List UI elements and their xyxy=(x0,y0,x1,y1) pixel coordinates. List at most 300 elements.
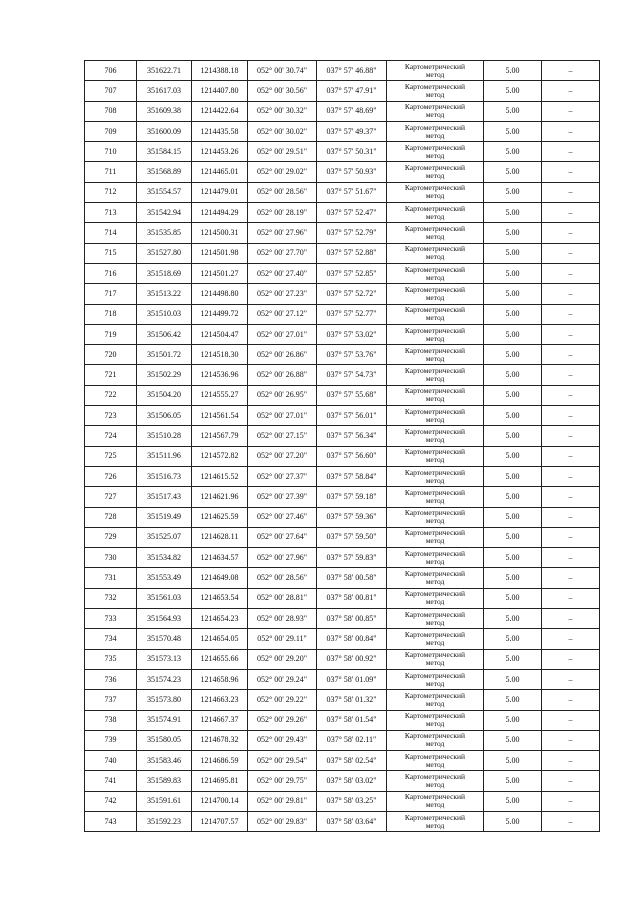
method-label-line2: метод xyxy=(425,333,445,343)
y-coordinate-cell: 1214654.23 xyxy=(192,609,248,629)
method-cell xyxy=(387,487,484,507)
x-coordinate-cell: 351580.05 xyxy=(137,730,192,750)
method-label-line1: Картометрический xyxy=(404,305,466,315)
y-coordinate-cell: 1214621.96 xyxy=(192,487,248,507)
method-cell xyxy=(387,406,484,426)
point-number-cell: 719 xyxy=(85,324,137,344)
y-coordinate-cell: 1214567.79 xyxy=(192,426,248,446)
table-row xyxy=(85,690,600,710)
method-label-line2: метод xyxy=(425,292,445,302)
accuracy-cell: 5.00 xyxy=(484,182,542,202)
note-cell: – xyxy=(542,182,600,202)
method-cell xyxy=(387,203,484,223)
note-cell: – xyxy=(542,385,600,405)
longitude-cell: 037° 57' 53.02" xyxy=(317,324,387,344)
point-number-cell: 727 xyxy=(85,487,137,507)
y-coordinate-cell: 1214663.23 xyxy=(192,690,248,710)
method-label-line1: Картометрический xyxy=(404,731,466,741)
note-cell: – xyxy=(542,568,600,588)
x-coordinate-cell: 351534.82 xyxy=(137,548,192,568)
x-coordinate-cell: 351518.69 xyxy=(137,263,192,283)
longitude-cell: 037° 57' 56.01" xyxy=(317,406,387,426)
method-cell xyxy=(387,690,484,710)
method-label-line1: Картометрический xyxy=(404,244,466,254)
note-cell: – xyxy=(542,690,600,710)
method-label-line1: Картометрический xyxy=(404,467,466,477)
accuracy-cell: 5.00 xyxy=(484,203,542,223)
point-number-cell: 733 xyxy=(85,609,137,629)
table-row xyxy=(85,609,600,629)
point-number-cell: 712 xyxy=(85,182,137,202)
method-label-line2: метод xyxy=(425,475,445,485)
accuracy-cell: 5.00 xyxy=(484,649,542,669)
method-label-line2: метод xyxy=(425,637,445,647)
y-coordinate-cell: 1214572.82 xyxy=(192,446,248,466)
point-number-cell: 734 xyxy=(85,629,137,649)
method-label-line1: Картометрический xyxy=(404,812,466,822)
accuracy-cell: 5.00 xyxy=(484,690,542,710)
point-number-cell: 741 xyxy=(85,771,137,791)
table-row xyxy=(85,182,600,202)
accuracy-cell: 5.00 xyxy=(484,121,542,141)
accuracy-cell: 5.00 xyxy=(484,243,542,263)
note-cell: – xyxy=(542,243,600,263)
note-cell: – xyxy=(542,365,600,385)
accuracy-cell: 5.00 xyxy=(484,385,542,405)
table-row xyxy=(85,649,600,669)
y-coordinate-cell: 1214695.81 xyxy=(192,771,248,791)
method-cell xyxy=(387,324,484,344)
method-label-line2: метод xyxy=(425,313,445,323)
x-coordinate-cell: 351564.93 xyxy=(137,609,192,629)
x-coordinate-cell: 351502.29 xyxy=(137,365,192,385)
table-row xyxy=(85,142,600,162)
table-row xyxy=(85,406,600,426)
method-cell xyxy=(387,730,484,750)
method-label-line2: метод xyxy=(425,495,445,505)
y-coordinate-cell: 1214615.52 xyxy=(192,466,248,486)
longitude-cell: 037° 57' 52.77" xyxy=(317,304,387,324)
method-label-line2: метод xyxy=(425,820,445,830)
point-number-cell: 736 xyxy=(85,669,137,689)
x-coordinate-cell: 351574.91 xyxy=(137,710,192,730)
longitude-cell: 037° 57' 59.83" xyxy=(317,548,387,568)
method-cell xyxy=(387,365,484,385)
accuracy-cell: 5.00 xyxy=(484,263,542,283)
y-coordinate-cell: 1214658.96 xyxy=(192,669,248,689)
method-cell xyxy=(387,182,484,202)
method-label-line2: метод xyxy=(425,759,445,769)
method-cell xyxy=(387,142,484,162)
y-coordinate-cell: 1214504.47 xyxy=(192,324,248,344)
accuracy-cell: 5.00 xyxy=(484,751,542,771)
note-cell: – xyxy=(542,588,600,608)
method-label-line2: метод xyxy=(425,171,445,181)
point-number-cell: 717 xyxy=(85,284,137,304)
method-label-line2: метод xyxy=(425,698,445,708)
accuracy-cell: 5.00 xyxy=(484,669,542,689)
method-cell xyxy=(387,791,484,811)
longitude-cell: 037° 57' 59.36" xyxy=(317,507,387,527)
method-label-line2: метод xyxy=(425,232,445,242)
note-cell: – xyxy=(542,527,600,547)
note-cell: – xyxy=(542,487,600,507)
point-number-cell: 742 xyxy=(85,791,137,811)
longitude-cell: 037° 58' 01.09" xyxy=(317,669,387,689)
method-label-line2: метод xyxy=(425,89,445,99)
method-label-line1: Картометрический xyxy=(404,81,466,91)
table-row xyxy=(85,121,600,141)
latitude-cell: 052° 00' 27.37" xyxy=(248,466,317,486)
latitude-cell: 052° 00' 27.46" xyxy=(248,507,317,527)
method-cell xyxy=(387,548,484,568)
latitude-cell: 052° 00' 27.12" xyxy=(248,304,317,324)
method-cell xyxy=(387,385,484,405)
accuracy-cell: 5.00 xyxy=(484,527,542,547)
note-cell: – xyxy=(542,629,600,649)
method-cell xyxy=(387,568,484,588)
method-label-line2: метод xyxy=(425,739,445,749)
table-row xyxy=(85,284,600,304)
x-coordinate-cell: 351513.22 xyxy=(137,284,192,304)
point-number-cell: 729 xyxy=(85,527,137,547)
latitude-cell: 052° 00' 27.64" xyxy=(248,527,317,547)
method-label-line2: метод xyxy=(425,150,445,160)
table-row xyxy=(85,751,600,771)
latitude-cell: 052° 00' 30.32" xyxy=(248,101,317,121)
accuracy-cell: 5.00 xyxy=(484,162,542,182)
longitude-cell: 037° 58' 00.81" xyxy=(317,588,387,608)
latitude-cell: 052° 00' 29.26" xyxy=(248,710,317,730)
table-row xyxy=(85,669,600,689)
table-row xyxy=(85,710,600,730)
table-row xyxy=(85,791,600,811)
x-coordinate-cell: 351574.23 xyxy=(137,669,192,689)
latitude-cell: 052° 00' 27.23" xyxy=(248,284,317,304)
point-number-cell: 737 xyxy=(85,690,137,710)
note-cell: – xyxy=(542,345,600,365)
longitude-cell: 037° 57' 46.88" xyxy=(317,61,387,81)
y-coordinate-cell: 1214555.27 xyxy=(192,385,248,405)
method-cell xyxy=(387,629,484,649)
table-row xyxy=(85,568,600,588)
table-row xyxy=(85,811,600,831)
table-row xyxy=(85,304,600,324)
y-coordinate-cell: 1214479.01 xyxy=(192,182,248,202)
method-label-line2: метод xyxy=(425,272,445,282)
y-coordinate-cell: 1214653.54 xyxy=(192,588,248,608)
x-coordinate-cell: 351516.73 xyxy=(137,466,192,486)
note-cell: – xyxy=(542,446,600,466)
method-cell xyxy=(387,345,484,365)
table-row xyxy=(85,345,600,365)
method-cell xyxy=(387,81,484,101)
method-label-line2: метод xyxy=(425,678,445,688)
longitude-cell: 037° 57' 56.60" xyxy=(317,446,387,466)
table-row xyxy=(85,263,600,283)
x-coordinate-cell: 351591.61 xyxy=(137,791,192,811)
longitude-cell: 037° 58' 03.02" xyxy=(317,771,387,791)
longitude-cell: 037° 58' 00.58" xyxy=(317,568,387,588)
longitude-cell: 037° 57' 54.73" xyxy=(317,365,387,385)
method-cell xyxy=(387,527,484,547)
method-label-line2: метод xyxy=(425,719,445,729)
coordinates-table xyxy=(84,60,600,832)
longitude-cell: 037° 58' 01.32" xyxy=(317,690,387,710)
latitude-cell: 052° 00' 27.40" xyxy=(248,263,317,283)
longitude-cell: 037° 57' 51.67" xyxy=(317,182,387,202)
y-coordinate-cell: 1214498.80 xyxy=(192,284,248,304)
method-label-line2: метод xyxy=(425,780,445,790)
table-row xyxy=(85,426,600,446)
accuracy-cell: 5.00 xyxy=(484,142,542,162)
method-cell xyxy=(387,61,484,81)
accuracy-cell: 5.00 xyxy=(484,345,542,365)
table-row xyxy=(85,385,600,405)
latitude-cell: 052° 00' 26.86" xyxy=(248,345,317,365)
method-cell xyxy=(387,649,484,669)
note-cell: – xyxy=(542,466,600,486)
latitude-cell: 052° 00' 28.56" xyxy=(248,182,317,202)
method-label-line1: Картометрический xyxy=(404,650,466,660)
x-coordinate-cell: 351542.94 xyxy=(137,203,192,223)
method-cell xyxy=(387,263,484,283)
x-coordinate-cell: 351506.05 xyxy=(137,406,192,426)
method-cell xyxy=(387,121,484,141)
y-coordinate-cell: 1214707.57 xyxy=(192,811,248,831)
latitude-cell: 052° 00' 29.43" xyxy=(248,730,317,750)
method-label-line2: метод xyxy=(425,252,445,262)
y-coordinate-cell: 1214494.29 xyxy=(192,203,248,223)
x-coordinate-cell: 351617.03 xyxy=(137,81,192,101)
method-label-line1: Картометрический xyxy=(404,406,466,416)
point-number-cell: 726 xyxy=(85,466,137,486)
latitude-cell: 052° 00' 29.83" xyxy=(248,811,317,831)
point-number-cell: 720 xyxy=(85,345,137,365)
note-cell: – xyxy=(542,507,600,527)
longitude-cell: 037° 58' 02.11" xyxy=(317,730,387,750)
point-number-cell: 739 xyxy=(85,730,137,750)
latitude-cell: 052° 00' 29.75" xyxy=(248,771,317,791)
longitude-cell: 037° 57' 48.69" xyxy=(317,101,387,121)
y-coordinate-cell: 1214501.27 xyxy=(192,263,248,283)
table-row xyxy=(85,507,600,527)
longitude-cell: 037° 57' 52.72" xyxy=(317,284,387,304)
table-row xyxy=(85,487,600,507)
method-label-line1: Картометрический xyxy=(404,163,466,173)
method-cell xyxy=(387,162,484,182)
table-row xyxy=(85,81,600,101)
x-coordinate-cell: 351622.71 xyxy=(137,61,192,81)
note-cell: – xyxy=(542,548,600,568)
method-label-line2: метод xyxy=(425,353,445,363)
method-label-line1: Картометрический xyxy=(404,183,466,193)
longitude-cell: 037° 57' 59.18" xyxy=(317,487,387,507)
table-row xyxy=(85,466,600,486)
point-number-cell: 732 xyxy=(85,588,137,608)
x-coordinate-cell: 351519.49 xyxy=(137,507,192,527)
x-coordinate-cell: 351525.07 xyxy=(137,527,192,547)
note-cell: – xyxy=(542,81,600,101)
note-cell: – xyxy=(542,61,600,81)
y-coordinate-cell: 1214407.80 xyxy=(192,81,248,101)
point-number-cell: 707 xyxy=(85,81,137,101)
method-label-line2: метод xyxy=(425,577,445,587)
method-cell xyxy=(387,446,484,466)
latitude-cell: 052° 00' 30.56" xyxy=(248,81,317,101)
note-cell: – xyxy=(542,609,600,629)
table-row xyxy=(85,203,600,223)
accuracy-cell: 5.00 xyxy=(484,223,542,243)
latitude-cell: 052° 00' 27.96" xyxy=(248,223,317,243)
latitude-cell: 052° 00' 29.02" xyxy=(248,162,317,182)
accuracy-cell: 5.00 xyxy=(484,466,542,486)
point-number-cell: 715 xyxy=(85,243,137,263)
method-label-line1: Картометрический xyxy=(404,366,466,376)
latitude-cell: 052° 00' 29.81" xyxy=(248,791,317,811)
accuracy-cell: 5.00 xyxy=(484,365,542,385)
table-row xyxy=(85,324,600,344)
method-cell xyxy=(387,669,484,689)
note-cell: – xyxy=(542,791,600,811)
method-label-line2: метод xyxy=(425,110,445,120)
latitude-cell: 052° 00' 27.39" xyxy=(248,487,317,507)
x-coordinate-cell: 351568.89 xyxy=(137,162,192,182)
note-cell: – xyxy=(542,263,600,283)
longitude-cell: 037° 58' 00.92" xyxy=(317,649,387,669)
latitude-cell: 052° 00' 27.15" xyxy=(248,426,317,446)
method-label-line2: метод xyxy=(425,130,445,140)
method-label-line1: Картометрический xyxy=(404,772,466,782)
method-label-line1: Картометрический xyxy=(404,609,466,619)
latitude-cell: 052° 00' 29.51" xyxy=(248,142,317,162)
note-cell: – xyxy=(542,710,600,730)
method-label-line1: Картометрический xyxy=(404,751,466,761)
x-coordinate-cell: 351506.42 xyxy=(137,324,192,344)
accuracy-cell: 5.00 xyxy=(484,791,542,811)
method-label-line1: Картометрический xyxy=(404,61,466,71)
latitude-cell: 052° 00' 26.88" xyxy=(248,365,317,385)
y-coordinate-cell: 1214667.37 xyxy=(192,710,248,730)
method-label-line1: Картометрический xyxy=(404,508,466,518)
method-label-line1: Картометрический xyxy=(404,102,466,112)
x-coordinate-cell: 351600.09 xyxy=(137,121,192,141)
method-label-line1: Картометрический xyxy=(404,548,466,558)
method-cell xyxy=(387,811,484,831)
latitude-cell: 052° 00' 29.24" xyxy=(248,669,317,689)
method-cell xyxy=(387,304,484,324)
y-coordinate-cell: 1214499.72 xyxy=(192,304,248,324)
x-coordinate-cell: 351511.96 xyxy=(137,446,192,466)
method-cell xyxy=(387,751,484,771)
table-row xyxy=(85,61,600,81)
x-coordinate-cell: 351561.03 xyxy=(137,588,192,608)
method-label-line1: Картометрический xyxy=(404,264,466,274)
table-row xyxy=(85,243,600,263)
point-number-cell: 730 xyxy=(85,548,137,568)
method-label-line1: Картометрический xyxy=(404,629,466,639)
method-cell xyxy=(387,710,484,730)
point-number-cell: 723 xyxy=(85,406,137,426)
note-cell: – xyxy=(542,324,600,344)
longitude-cell: 037° 57' 47.91" xyxy=(317,81,387,101)
note-cell: – xyxy=(542,771,600,791)
accuracy-cell: 5.00 xyxy=(484,548,542,568)
y-coordinate-cell: 1214388.18 xyxy=(192,61,248,81)
y-coordinate-cell: 1214561.54 xyxy=(192,406,248,426)
table-row xyxy=(85,101,600,121)
point-number-cell: 708 xyxy=(85,101,137,121)
accuracy-cell: 5.00 xyxy=(484,61,542,81)
method-label-line1: Картометрический xyxy=(404,487,466,497)
accuracy-cell: 5.00 xyxy=(484,101,542,121)
x-coordinate-cell: 351535.85 xyxy=(137,223,192,243)
method-cell xyxy=(387,588,484,608)
note-cell: – xyxy=(542,669,600,689)
point-number-cell: 714 xyxy=(85,223,137,243)
table-row xyxy=(85,223,600,243)
table-row xyxy=(85,588,600,608)
accuracy-cell: 5.00 xyxy=(484,609,542,629)
accuracy-cell: 5.00 xyxy=(484,304,542,324)
method-label-line1: Картометрический xyxy=(404,122,466,132)
latitude-cell: 052° 00' 29.54" xyxy=(248,751,317,771)
accuracy-cell: 5.00 xyxy=(484,507,542,527)
point-number-cell: 738 xyxy=(85,710,137,730)
note-cell: – xyxy=(542,101,600,121)
latitude-cell: 052° 00' 28.19" xyxy=(248,203,317,223)
point-number-cell: 716 xyxy=(85,263,137,283)
latitude-cell: 052° 00' 26.95" xyxy=(248,385,317,405)
y-coordinate-cell: 1214500.31 xyxy=(192,223,248,243)
latitude-cell: 052° 00' 27.96" xyxy=(248,548,317,568)
table-row xyxy=(85,162,600,182)
y-coordinate-cell: 1214465.01 xyxy=(192,162,248,182)
x-coordinate-cell: 351583.46 xyxy=(137,751,192,771)
latitude-cell: 052° 00' 30.74" xyxy=(248,61,317,81)
point-number-cell: 711 xyxy=(85,162,137,182)
longitude-cell: 037° 58' 02.54" xyxy=(317,751,387,771)
longitude-cell: 037° 57' 49.37" xyxy=(317,121,387,141)
note-cell: – xyxy=(542,142,600,162)
accuracy-cell: 5.00 xyxy=(484,629,542,649)
latitude-cell: 052° 00' 30.02" xyxy=(248,121,317,141)
longitude-cell: 037° 57' 59.50" xyxy=(317,527,387,547)
method-label-line2: метод xyxy=(425,434,445,444)
note-cell: – xyxy=(542,284,600,304)
note-cell: – xyxy=(542,426,600,446)
y-coordinate-cell: 1214422.64 xyxy=(192,101,248,121)
method-label-line1: Картометрический xyxy=(404,711,466,721)
point-number-cell: 728 xyxy=(85,507,137,527)
y-coordinate-cell: 1214628.11 xyxy=(192,527,248,547)
y-coordinate-cell: 1214536.96 xyxy=(192,365,248,385)
point-number-cell: 710 xyxy=(85,142,137,162)
note-cell: – xyxy=(542,162,600,182)
latitude-cell: 052° 00' 27.01" xyxy=(248,406,317,426)
point-number-cell: 721 xyxy=(85,365,137,385)
method-label-line2: метод xyxy=(425,617,445,627)
y-coordinate-cell: 1214501.98 xyxy=(192,243,248,263)
longitude-cell: 037° 57' 50.31" xyxy=(317,142,387,162)
x-coordinate-cell: 351570.48 xyxy=(137,629,192,649)
point-number-cell: 725 xyxy=(85,446,137,466)
accuracy-cell: 5.00 xyxy=(484,406,542,426)
longitude-cell: 037° 58' 00.85" xyxy=(317,609,387,629)
point-number-cell: 706 xyxy=(85,61,137,81)
longitude-cell: 037° 58' 03.64" xyxy=(317,811,387,831)
x-coordinate-cell: 351609.38 xyxy=(137,101,192,121)
